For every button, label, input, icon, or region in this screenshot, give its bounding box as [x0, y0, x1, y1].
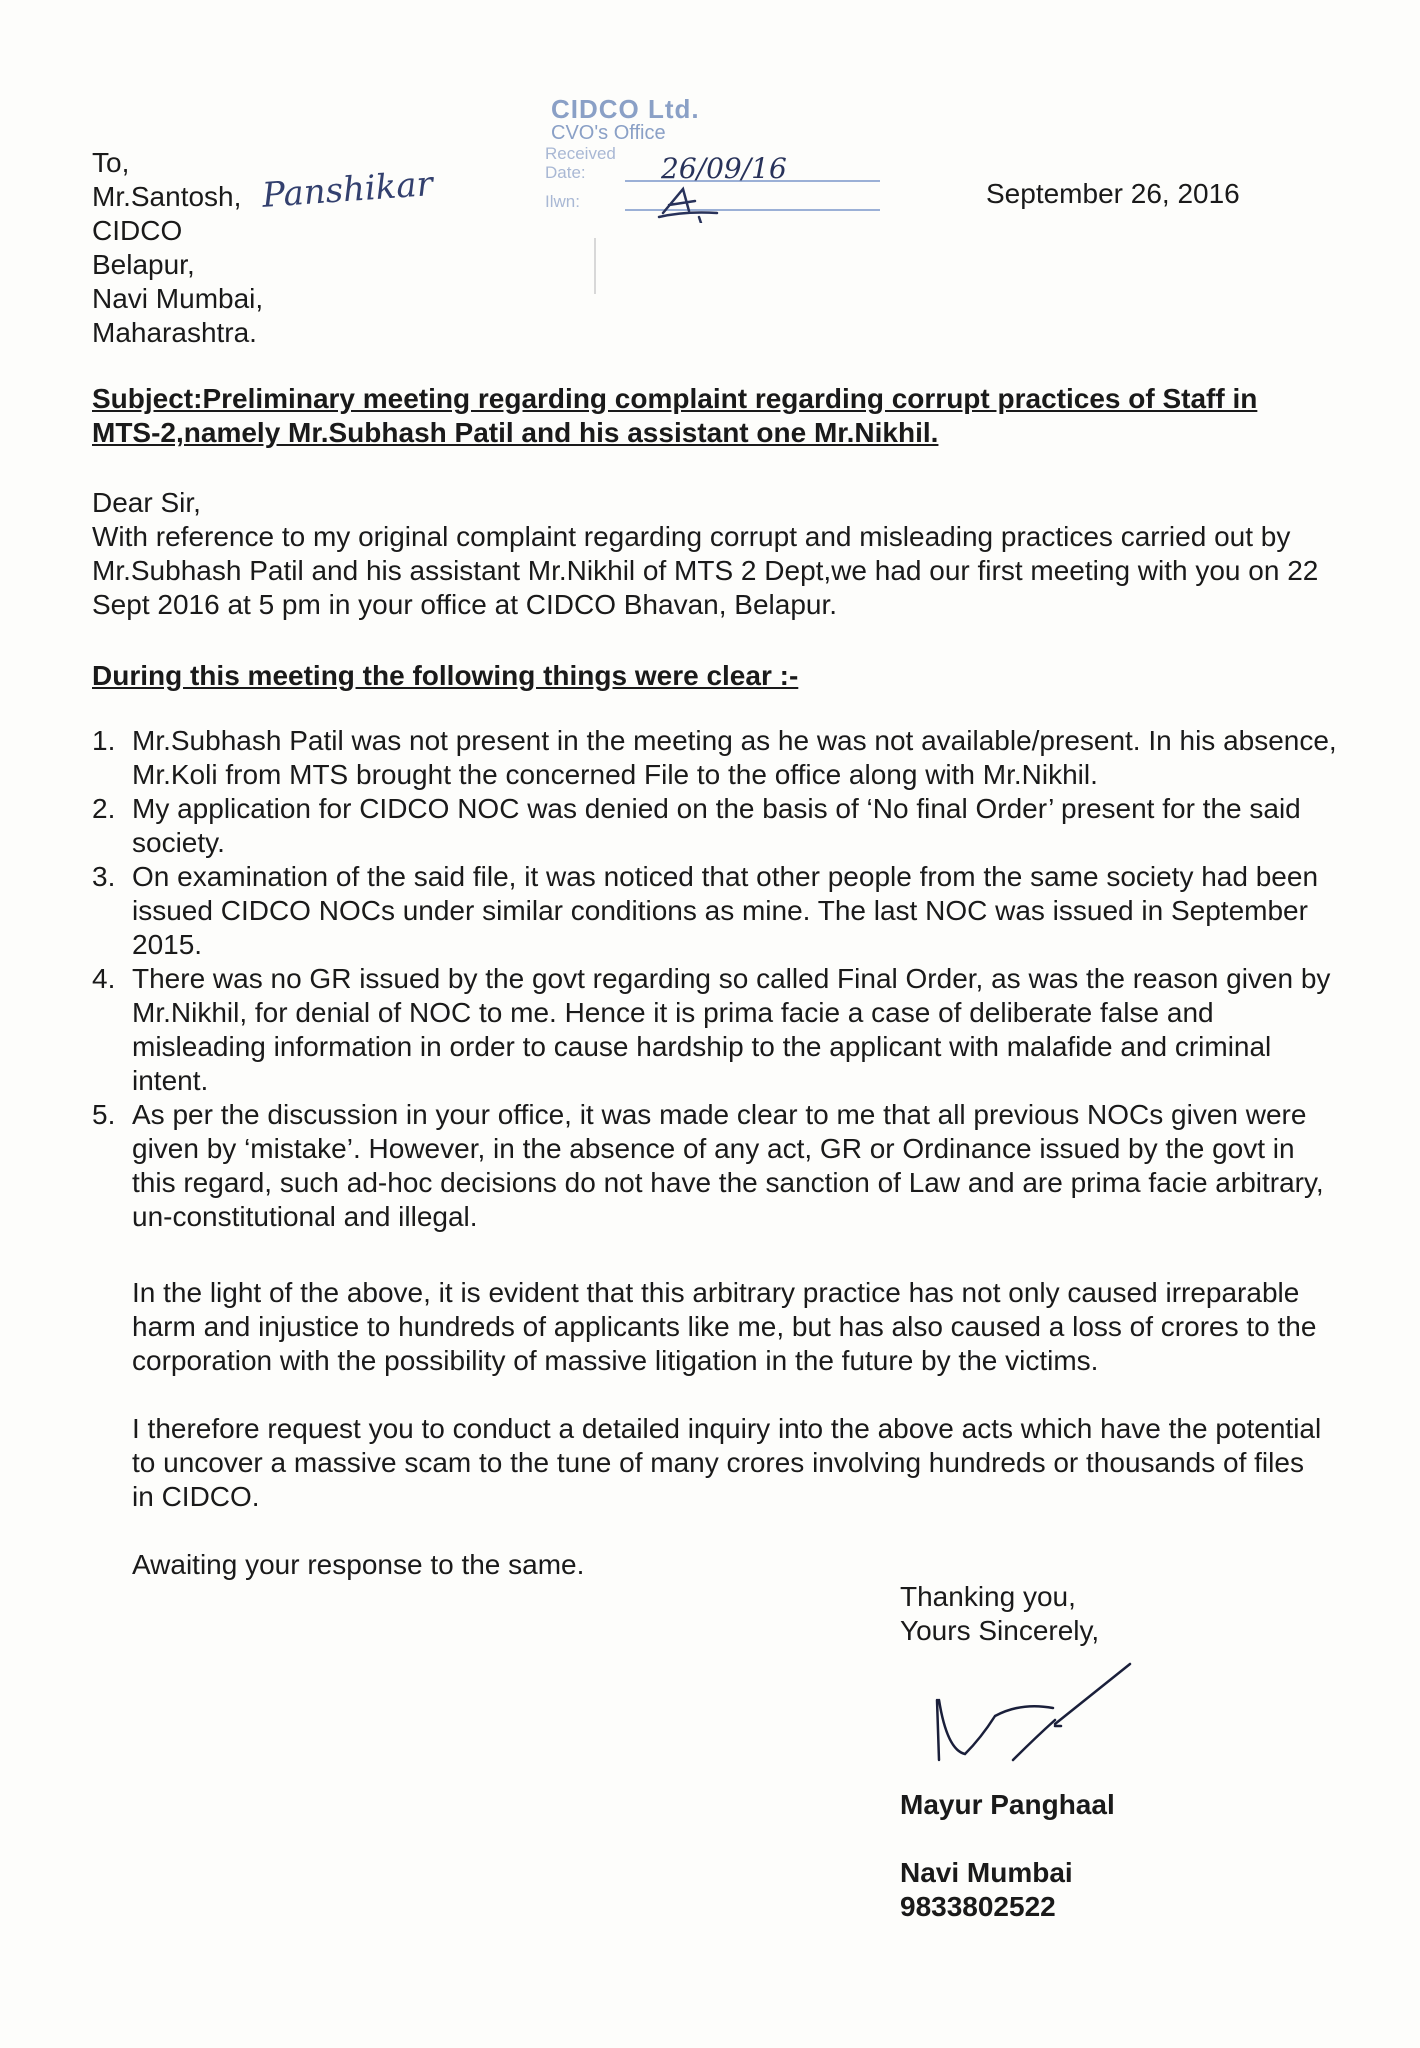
- salutation-block: [92, 486, 1332, 622]
- stamp-date-line: [625, 152, 880, 185]
- list-item: [92, 962, 1342, 1098]
- address-line2: Navi Mumbai,: [92, 283, 264, 314]
- item-number: 3.: [92, 861, 116, 892]
- list-item: [92, 792, 1342, 860]
- stamp-init-row: [545, 192, 880, 211]
- address-block: [92, 146, 263, 350]
- item-text: There was no GR issued by the govt regarding so called Final Order, as was the reason given by Mr.Nikhil, for denial of NOC to me. Hence it is prima facie a case of deliberate false and misleading information in order to cause hardship to the applicant with malafide and criminal intent.: [132, 963, 1331, 1096]
- address-name: Mr.Santosh,: [92, 181, 242, 212]
- sender-phone: 9833802522: [900, 1891, 1056, 1922]
- item-number: 2.: [92, 793, 116, 824]
- points-heading: During this meeting the following things were clear :-: [92, 660, 799, 691]
- conclusion-paragraph: In the light of the above, it is evident that this arbitrary practice has not only caused irreparable harm and injustice to hundreds of applicants like me, but has also caused a loss of crores to the corporation with the possibility of massive litigation in the future by the victims.: [132, 1277, 1317, 1376]
- stamp-office: CVO's Office: [551, 122, 666, 144]
- request-paragraph: I therefore request you to conduct a detailed inquiry into the above acts which have the potential to uncover a massive scam to the tune of many crores involving hundreds or thousands of files in CIDCO.: [132, 1413, 1322, 1512]
- awaiting-paragraph: Awaiting your response to the same.: [132, 1549, 585, 1580]
- closing-block: [900, 1580, 1099, 1648]
- stamp-received-label: Received: [545, 144, 616, 163]
- item-number: 5.: [92, 1099, 116, 1130]
- letter-date: September 26, 2016: [986, 178, 1240, 209]
- address-to: To,: [92, 147, 130, 178]
- received-stamp: [545, 96, 880, 211]
- address-org: CIDCO: [92, 215, 183, 246]
- salutation: Dear Sir,: [92, 487, 201, 518]
- item-text: My application for CIDCO NOC was denied on the basis of ‘No final Order’ present for the said society.: [132, 793, 1301, 858]
- subject-line: Subject:Preliminary meeting regarding complaint regarding corrupt practices of Staff in MTS-2,namely Mr.Subhash Patil and his assistant one Mr.Nikhil.: [92, 383, 1258, 448]
- item-number: 1.: [92, 725, 116, 756]
- sender-name: Mayur Panghaal: [900, 1789, 1115, 1820]
- address-line1: Belapur,: [92, 249, 195, 280]
- address-line3: Maharashtra.: [92, 317, 257, 348]
- item-text: As per the discussion in your office, it was made clear to me that all previous NOCs given were given by ‘mistake’. However, in the absence of any act, GR or Ordinance issued by the govt in this regard, such ad-hoc decisions do not have the sanction of Law and are prima facie arbitrary, un-constitutional and illegal.: [132, 1099, 1324, 1232]
- item-text: On examination of the said file, it was noticed that other people from the same society had been issued CIDCO NOCs under similar conditions as mine. The last NOC was issued in September 2015.: [132, 861, 1319, 960]
- list-item: [92, 1098, 1342, 1234]
- sender-contact: [900, 1856, 1073, 1924]
- signature-icon: [925, 1650, 1165, 1780]
- intro-paragraph: With reference to my original complaint regarding corrupt and misleading practices carried out by Mr.Subhash Patil and his assistant Mr.Nikhil of MTS 2 Dept,we had our first meeting with you on 22 Sept 2016 at 5 pm in your office at CIDCO Bhavan, Belapur.: [92, 521, 1319, 620]
- points-list: [92, 724, 1342, 1234]
- closing-thanks: Thanking you,: [900, 1581, 1076, 1612]
- stamp-init-label: Ilwn:: [545, 192, 580, 211]
- list-item: [92, 724, 1342, 792]
- initials-mark-icon: [655, 183, 725, 223]
- closing-sincerely: Yours Sincerely,: [900, 1615, 1100, 1646]
- stamp-init-line: [625, 193, 880, 211]
- item-number: 4.: [92, 963, 116, 994]
- item-text: Mr.Subhash Patil was not present in the meeting as he was not available/present. In his absence, Mr.Koli from MTS brought the concerned File to the office along with Mr.Nikhil.: [132, 725, 1337, 790]
- handwritten-surname: Panshikar: [260, 164, 435, 216]
- list-item: [92, 860, 1342, 962]
- sender-city: Navi Mumbai: [900, 1857, 1073, 1888]
- stamp-org: CIDCO Ltd.: [551, 94, 700, 124]
- stamp-date-label: Date:: [545, 163, 586, 182]
- stamp-date-value: 26/09/16: [661, 152, 787, 185]
- margin-mark: [594, 238, 596, 294]
